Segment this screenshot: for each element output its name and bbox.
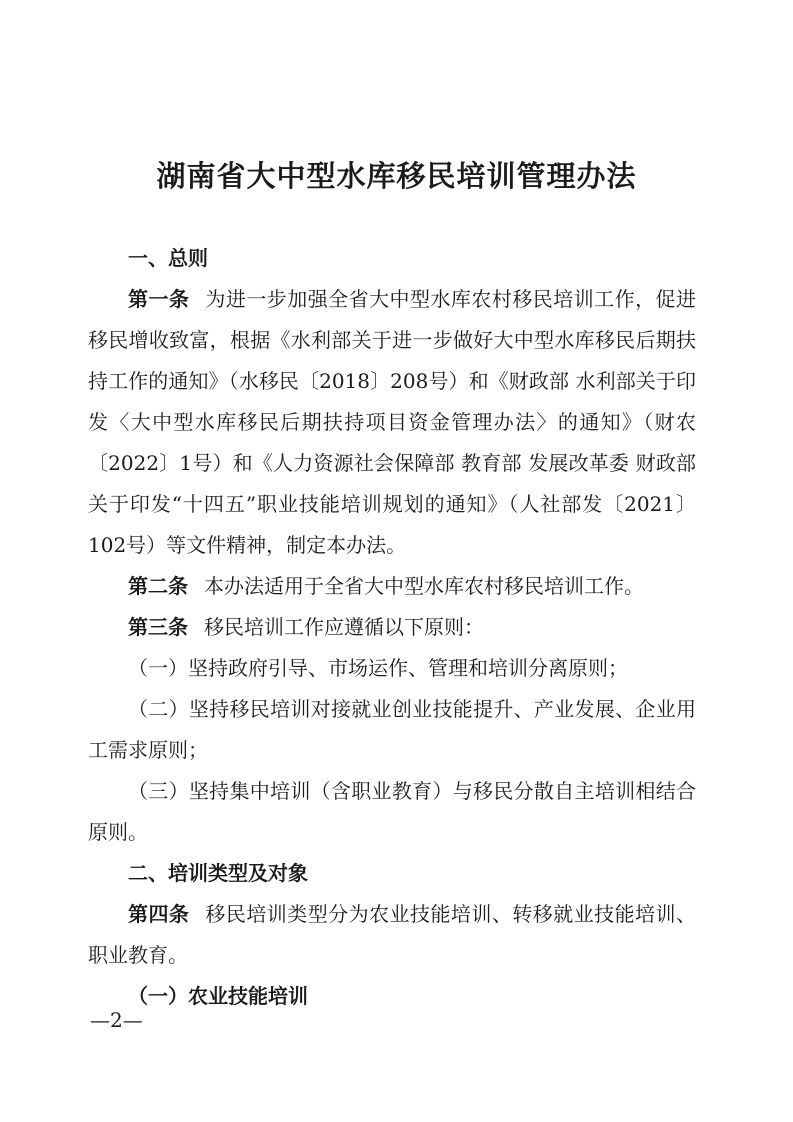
document-body (88, 238, 696, 1017)
article-2-text: 本办法适用于全省大中型水库农村移民培训工作。 (204, 574, 644, 598)
article-1 (88, 279, 696, 566)
section-heading-training-types: 二、培训类型及对象 (128, 861, 308, 885)
document-title: 湖南省大中型水库移民培训管理办法 (156, 159, 637, 193)
article-1-text: 为进一步加强全省大中型水库农村移民培训工作，促进移民增收致富，根据《水利部关于进一步做好大中型水库移民后期扶持工作的通知》（水移民〔2018〕208号）和《财政部 水利部关于印发〈大中型水库移民后期扶持项目资金管理办法〉的通知》（财农〔2022〕1号）和《人力资源社会保障部 教育部 发展改革委 财政部关于印发“十四五”职业技能培训规划的通知》（人社部发〔2021〕102号）等文件精神，制定本办法。 (88, 287, 697, 557)
article-3 (88, 607, 696, 648)
principle-1: （一）坚持政府引导、市场运作、管理和培训分离原则； (128, 656, 628, 680)
subheading-agricultural-training: （一）农业技能培训 (128, 984, 308, 1008)
article-4-label: 第四条 (128, 902, 190, 926)
article-2-label: 第二条 (128, 574, 188, 598)
article-1-label: 第一条 (128, 287, 190, 311)
principle-3: （三）坚持集中培训（含职业教育）与移民分散自主培训相结合原则。 (88, 779, 696, 844)
article-2 (88, 566, 696, 607)
section-heading-general: 一、总则 (128, 246, 208, 270)
article-4-text: 移民培训类型分为农业技能培训、转移就业技能培训、职业教育。 (88, 902, 697, 967)
article-3-text: 移民培训工作应遵循以下原则： (204, 615, 484, 639)
principle-2: （二）坚持移民培训对接就业创业技能提升、产业发展、企业用工需求原则； (88, 697, 696, 762)
article-4 (88, 894, 696, 976)
article-3-label: 第三条 (128, 615, 188, 639)
page-number: —2— (90, 1008, 143, 1032)
